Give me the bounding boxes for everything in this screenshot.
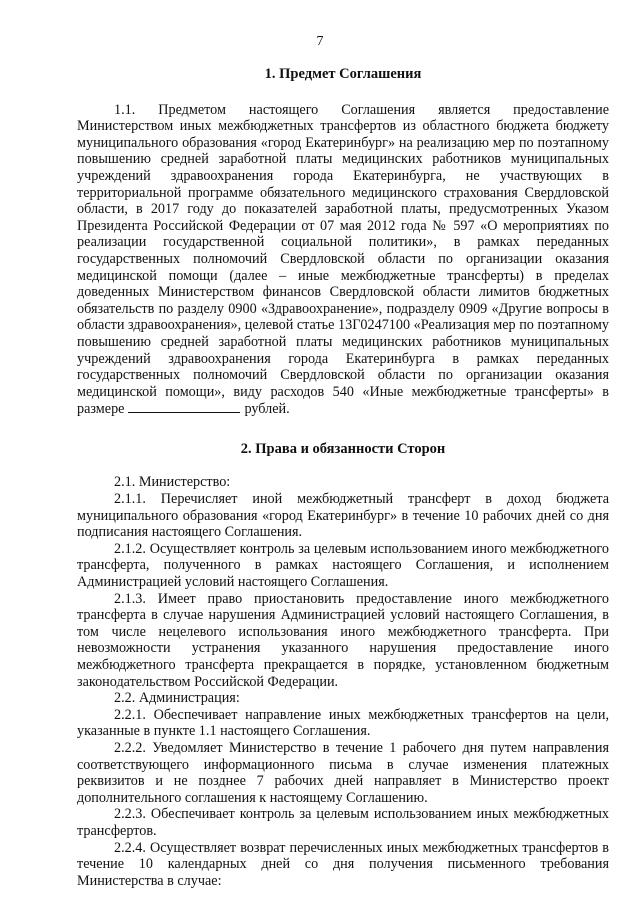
paragraph-2-1-2: 2.1.2. Осуществляет контроль за целевым использованием иного межбюджетного трансферта, полученного в рамках настоящего Соглашения, и исполнением Администрацией условий настоящего Соглашения. xyxy=(77,540,609,591)
paragraph-2-2-2: 2.2.2. Уведомляет Министерство в течение 1 рабочего дня путем направления соответствующего информационного письма в случае изменения платежных реквизитов и не позднее 7 рабочих дней направляет в Министерство проект дополнительного соглашения к настоящему Соглашению. xyxy=(77,739,609,806)
paragraph-1-1 xyxy=(77,102,609,418)
paragraph-2-2-3: 2.2.3. Обеспечивает контроль за целевым использованием иных межбюджетных трансфертов. xyxy=(77,806,609,839)
paragraph-2-1-3: 2.1.3. Имеет право приостановить предоставление иного межбюджетного трансферта в случае нарушения Администрацией условий настоящего Соглашения, в том числе нецелевого использования иного межбюджетного трансферта. При невозможности устранения указанного нарушения предоставление иного межбюджетного трансферта прекращается в порядке, установленном бюджетным законодательством Российской Федерации. xyxy=(77,590,609,690)
section-2-heading: 2. Права и обязанности Сторон xyxy=(240,440,446,457)
page-number: 7 xyxy=(316,34,324,49)
paragraph-2-1: 2.1. Министерство: xyxy=(114,474,231,491)
section-1-heading: 1. Предмет Соглашения xyxy=(264,66,422,82)
amount-blank-line xyxy=(128,400,240,413)
paragraph-1-1-text: 1.1. Предметом настоящего Соглашения является предоставление Министерством иных межбюджетных трансфертов из областного бюджета бюджету муниципального образования «город Екатеринбург» на реализацию мер по поэтапному повышению средней заработной платы медицинских работников муниципальных учреждений здравоохранения города Екатеринбурга, не участвующих в территориальной программе обязательного медицинского страхования Свердловской области, в 2017 году до показателей заработной платы, предусмотренных Указом Президента Российской Федерации от 07 мая 2012 года № 597 «О мероприятиях по реализации государственной социальной политики», в рамках переданных государственных полномочий Свердловской области по организации оказания медицинской помощи (далее – иные межбюджетные трансферты) в пределах доведенных Министерством финансов Свердловской области лимитов бюджетных обязательств по разделу 0900 «Здравоохранение», подразделу 0909 «Другие вопросы в области здравоохранения», целевой статье 13Г0247100 «Реализация мер по поэтапному повышению средней заработной платы медицинских работников муниципальных учреждений здравоохранения города Екатеринбурга в рамках переданных государственных полномочий Свердловской области по организации оказания медицинской помощи», виду расходов 540 «Иные межбюджетные трансферты» в размере xyxy=(77,101,609,418)
paragraph-2-2: 2.2. Администрация: xyxy=(114,690,240,707)
paragraph-2-2-4: 2.2.4. Осуществляет возврат перечисленных иных межбюджетных трансфертов в течение 10 календарных дней со дня получения письменного требования Министерства в случае: xyxy=(77,839,609,889)
paragraph-1-1-tail: рублей. xyxy=(244,401,290,418)
paragraph-2-2-1: 2.2.1. Обеспечивает направление иных межбюджетных трансфертов на цели, указанные в пункте 1.1 настоящего Соглашения. xyxy=(77,706,609,740)
document-body xyxy=(77,62,609,889)
paragraph-2-1-1: 2.1.1. Перечисляет иной межбюджетный трансферт в доход бюджета муниципального образования «город Екатеринбург» в течение 10 рабочих дней со дня подписания настоящего Соглашения. xyxy=(77,491,609,541)
